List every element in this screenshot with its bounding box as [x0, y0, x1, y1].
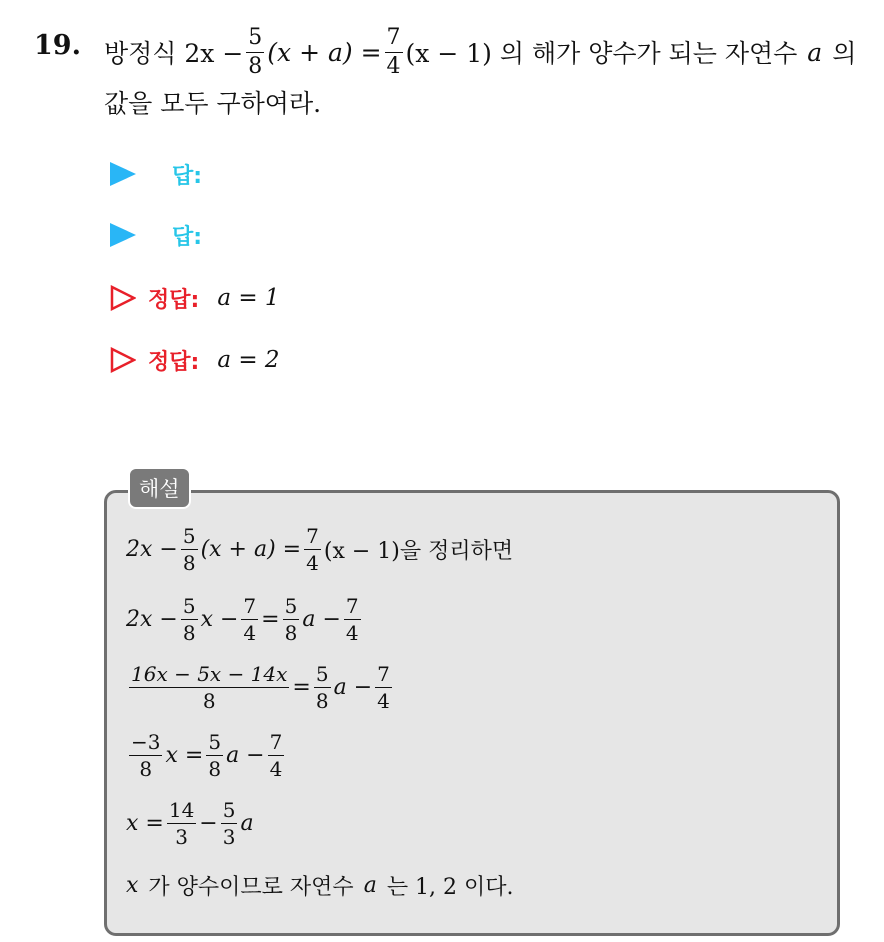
question-line-1 — [104, 22, 856, 82]
fraction-numerator: 14 — [168, 798, 195, 822]
math-text: a — [240, 811, 254, 836]
fraction — [314, 664, 331, 711]
fraction-numerator: 5 — [315, 662, 329, 686]
fraction-denominator: 3 — [222, 825, 236, 849]
fraction-numerator: 7 — [385, 27, 403, 53]
math-text: (x + a) = — [200, 537, 302, 562]
math-text: (x − 1)을 정리하면 — [323, 539, 514, 564]
fraction-numerator: 5 — [284, 594, 298, 618]
play-triangle-icon — [110, 162, 136, 186]
fraction — [375, 664, 392, 711]
solution-line-1 — [126, 526, 513, 573]
variable-a: a — [807, 37, 823, 67]
fraction-numerator: 7 — [306, 524, 319, 548]
fraction-denominator: 8 — [208, 757, 222, 781]
math-text: a − — [333, 675, 373, 700]
fraction — [206, 732, 223, 779]
math-text: x − — [200, 607, 239, 632]
math-text: = — [261, 607, 280, 632]
fraction-denominator: 8 — [248, 53, 263, 79]
fraction — [385, 24, 403, 79]
outline-triangle-icon — [110, 347, 136, 373]
fraction — [304, 526, 321, 573]
fraction — [129, 732, 162, 779]
variable-a: a — [363, 873, 377, 898]
fraction — [181, 526, 198, 573]
solution-line-6 — [126, 870, 514, 901]
solution-line-5 — [126, 800, 254, 847]
correct-answer-row-2 — [110, 340, 280, 380]
math-text: x — [126, 873, 139, 898]
fraction-numerator: −3 — [131, 730, 161, 754]
fraction — [283, 596, 300, 643]
math-text: 2x − — [126, 537, 178, 562]
fraction-numerator: 5 — [182, 524, 196, 548]
fraction-denominator: 4 — [306, 551, 319, 575]
fraction-denominator: 8 — [202, 689, 216, 713]
fraction-denominator: 8 — [284, 621, 298, 645]
question-text-part: (x − 1) 의 해가 양수가 되는 자연수 — [405, 39, 798, 68]
fraction — [167, 800, 196, 847]
fraction — [241, 596, 258, 643]
fraction-numerator: 16x − 5x − 14x — [131, 662, 288, 686]
fraction-denominator: 3 — [175, 825, 188, 849]
correct-answer-value: a = 1 — [217, 285, 280, 311]
correct-answer-label: 정답: — [148, 349, 200, 375]
fraction-denominator: 8 — [315, 689, 329, 713]
fraction-denominator: 8 — [182, 551, 196, 575]
fraction-numerator: 5 — [182, 594, 196, 618]
solution-line-2 — [126, 596, 364, 643]
fraction-numerator: 7 — [377, 662, 390, 686]
math-text: 2x − — [126, 607, 178, 632]
question-text-part: (x + a) = — [267, 37, 382, 67]
question-text-part: 방정식 2x − — [104, 39, 244, 68]
fraction-denominator: 4 — [377, 689, 390, 713]
math-text: a − — [226, 743, 265, 768]
correct-answer-label: 정답: — [148, 287, 200, 313]
solution-line-3 — [126, 664, 395, 711]
fraction-numerator: 7 — [345, 594, 359, 618]
math-text: x = — [126, 811, 164, 836]
fraction — [344, 596, 361, 643]
fraction-denominator: 4 — [269, 757, 283, 781]
fraction-numerator: 5 — [208, 730, 222, 754]
fraction — [181, 596, 198, 643]
fraction — [129, 664, 289, 711]
fraction-numerator: 7 — [243, 594, 257, 618]
outline-triangle-icon — [110, 285, 136, 311]
fraction-denominator: 4 — [386, 53, 401, 79]
math-text: a − — [302, 607, 341, 632]
fraction-numerator: 5 — [222, 798, 236, 822]
fraction-numerator: 7 — [269, 730, 283, 754]
correct-answer-row-1 — [110, 278, 280, 318]
answer-row-2 — [110, 215, 202, 255]
math-text: = — [292, 675, 311, 700]
question-number: 19. — [34, 30, 81, 61]
correct-answer-value: a = 2 — [217, 347, 280, 373]
solution-line-4 — [126, 732, 287, 779]
fraction-denominator: 8 — [139, 757, 153, 781]
math-text: 는 1, 2 이다. — [386, 875, 514, 900]
fraction — [246, 24, 264, 79]
answer-row-1 — [110, 154, 202, 194]
math-text: x = — [165, 743, 204, 768]
solution-tag: 해설 — [128, 467, 191, 509]
fraction-numerator: 5 — [246, 27, 264, 53]
answer-label: 답: — [172, 163, 203, 189]
fraction-denominator: 4 — [243, 621, 257, 645]
fraction — [221, 800, 238, 847]
fraction — [268, 732, 285, 779]
play-triangle-icon — [110, 223, 136, 247]
math-text: − — [199, 811, 218, 836]
math-text: 가 양수이므로 자연수 — [148, 875, 354, 900]
fraction-denominator: 8 — [182, 621, 196, 645]
question-text-part: 의 — [832, 39, 857, 68]
answer-label: 답: — [172, 224, 203, 250]
fraction-denominator: 4 — [345, 621, 359, 645]
question-line-2: 값을 모두 구하여라. — [104, 89, 322, 118]
